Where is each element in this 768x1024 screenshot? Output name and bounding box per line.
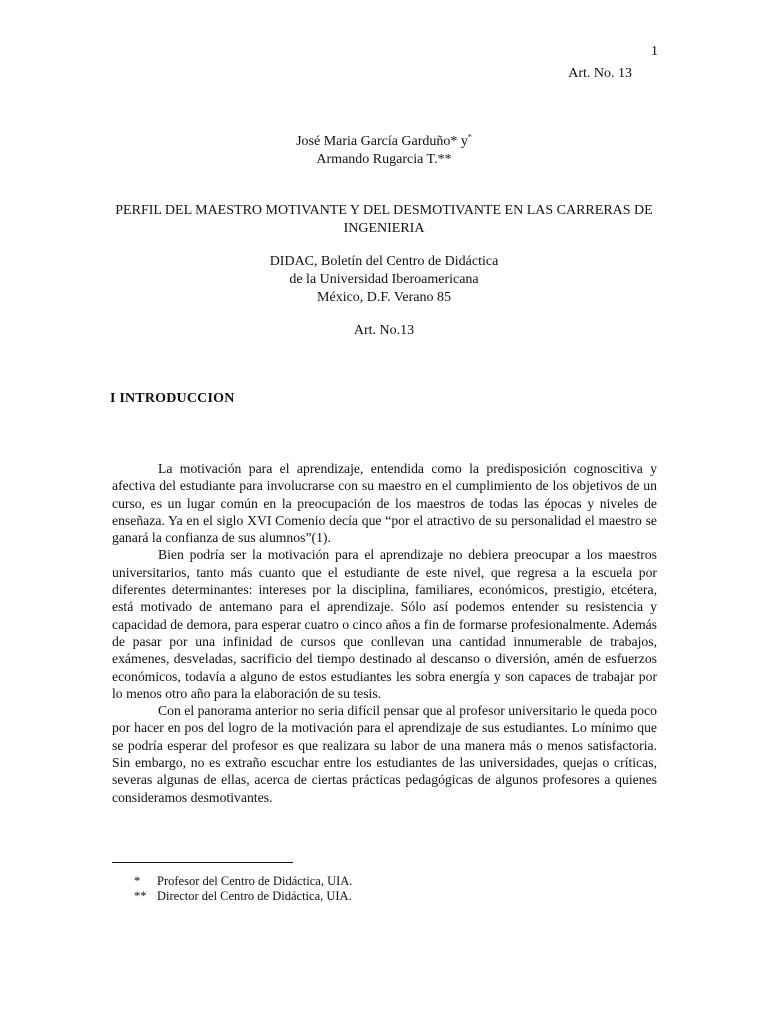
footnote-marker: * — [134, 874, 141, 888]
paragraph: La motivación para el aprendizaje, entendida como la predisposición cognoscitiva y afectiva del estudiante para involucrarse con su maestro en el cumplimiento de los objetivos de un curso, es un lugar común en la preocupación de los maestros de todas las épocas y niveles de enseñaza. Ya en el siglo XVI Comenio decía que “por el atractivo de su personalidad el maestro se ganará la confianza de sus alumnos”(1). — [112, 461, 657, 546]
footnote — [134, 889, 352, 904]
section-heading: I INTRODUCCION — [110, 391, 235, 406]
page-number: 1 — [651, 44, 658, 59]
article-number-center: Art. No.13 — [353, 323, 415, 338]
footnote-marker: ** — [134, 889, 147, 903]
body-text — [112, 460, 657, 806]
footnote — [134, 874, 352, 889]
footnote-divider — [112, 862, 293, 863]
article-title: PERFIL DEL MAESTRO MOTIVANTE Y DEL DESMOTIVANTE EN LAS CARRERAS DE INGENIERIA — [115, 203, 653, 236]
publication-source — [0, 253, 768, 307]
paragraph: Bien podría ser la motivación para el aprendizaje no debiera preocupar a los maestros universitarios, tanto más cuanto que el estudiante de este nivel, que regresa a la escuela por diferentes determinantes: intereses por la disciplina, familiares, económicos, prestigio, etcétera, está motivado de antemano para el aprendizaje. Sólo así podemos entender su resistencia y capacidad de demora, para esperar cuatro o cinco años a fin de formarse profesionalmente. Además de pasar por una infinidad de cursos que conllevan una cantidad innumerable de trabajos, exámenes, desveladas, sacrificio del tiempo destinado al descanso o diversión, amén de esfuerzos económicos, todavía a alguno de estos estudiantes les sobra energía y son capaces de trabajar por lo menos otro año para la elaboración de su tesis. — [112, 547, 657, 701]
footnotes — [134, 874, 352, 904]
author-line-1 — [0, 133, 768, 151]
authors-block — [0, 133, 768, 169]
source-line-1: DIDAC, Boletín del Centro de Didáctica — [269, 254, 499, 269]
author-superscript: * — [467, 132, 472, 142]
source-line-2: de la Universidad Iberoamericana — [289, 272, 479, 287]
author-line-2: Armando Rugarcia T.** — [316, 152, 452, 167]
footnote-text: Director del Centro de Didáctica, UIA. — [157, 889, 352, 903]
footnote-text: Profesor del Centro de Didáctica, UIA. — [157, 874, 353, 888]
source-line-3: México, D.F. Verano 85 — [317, 290, 451, 305]
author-line-1-text: José Maria García Garduño* y — [296, 134, 468, 149]
paragraph: Con el panorama anterior no seria difícil pensar que al profesor universitario le queda poco por hacer en pos del logro de la motivación para el aprendizaje de sus estudiantes. Lo mínimo que se podría esperar del profesor es que realizara su labor de una manera más o menos satisfactoria. Sin embargo, no es extraño escuchar entre los estudiantes de las universidades, quejas o críticas, severas algunas de ellas, acerca de ciertas prácticas pedagógicas de algunos profesores a quienes consideramos desmotivantes. — [112, 703, 657, 805]
article-number-header: Art. No. 13 — [568, 66, 632, 81]
